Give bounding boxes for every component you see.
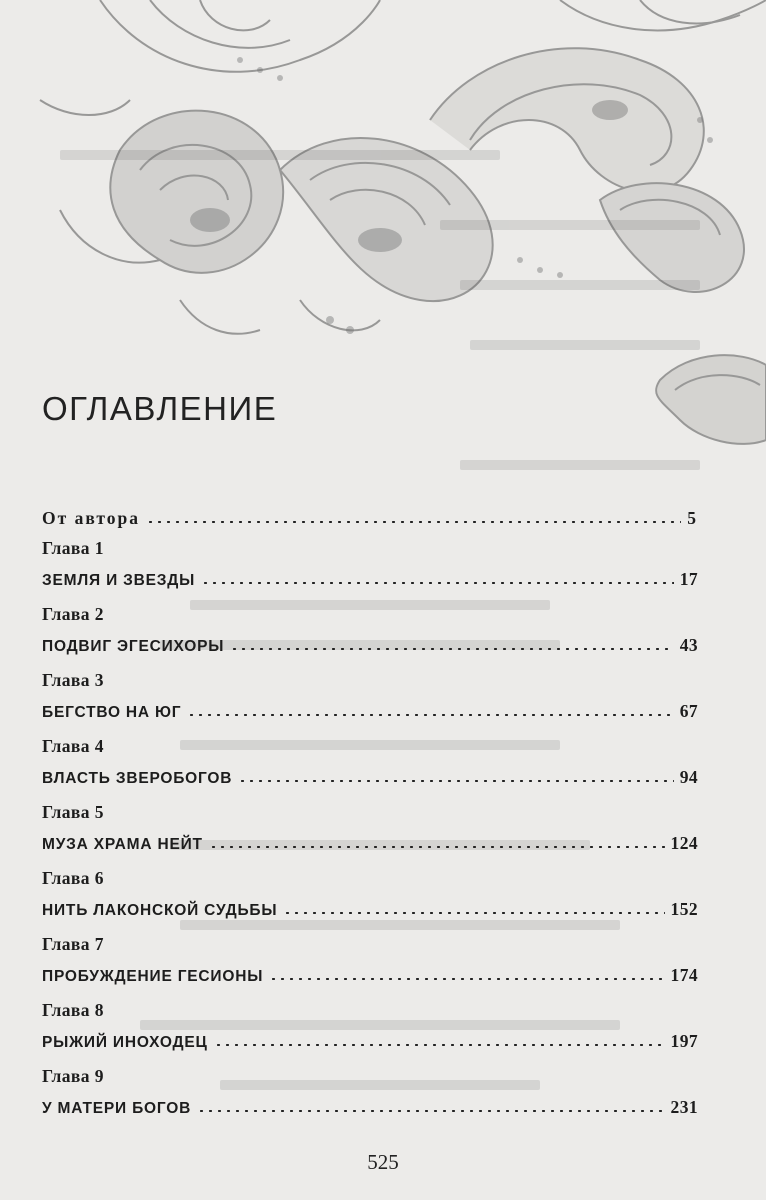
chapter-label: Глава 6 bbox=[42, 868, 104, 888]
chapter-label: Глава 9 bbox=[42, 1066, 104, 1086]
dot-leader bbox=[283, 912, 664, 914]
toc-entry-chapter-1[interactable] bbox=[42, 536, 698, 591]
chapter-label: Глава 5 bbox=[42, 802, 104, 822]
toc-page-number: 67 bbox=[679, 701, 698, 721]
chapter-title: РЫЖИЙ ИНОХОДЕЦ bbox=[42, 1034, 208, 1051]
toc-page-number: 5 bbox=[687, 508, 698, 528]
toc-page-number: 197 bbox=[670, 1031, 698, 1051]
toc-entry-chapter-8[interactable] bbox=[42, 998, 698, 1053]
toc-page-number: 124 bbox=[670, 833, 698, 853]
dot-leader bbox=[187, 714, 673, 716]
toc-page-number: 231 bbox=[670, 1097, 698, 1117]
page-folio-number: 525 bbox=[367, 1150, 399, 1174]
toc-entry-chapter-7[interactable] bbox=[42, 932, 698, 987]
dot-leader bbox=[201, 582, 674, 584]
chapter-label: Глава 2 bbox=[42, 604, 104, 624]
toc-page-number: 43 bbox=[679, 635, 698, 655]
dot-leader bbox=[209, 846, 665, 848]
chapter-label: Глава 4 bbox=[42, 736, 104, 756]
toc-entry-chapter-3[interactable] bbox=[42, 668, 698, 723]
dot-leader bbox=[238, 780, 673, 782]
toc-heading: ОГЛАВЛЕНИЕ bbox=[42, 390, 278, 427]
dot-leader bbox=[230, 648, 673, 650]
toc-page-number: 17 bbox=[679, 569, 698, 589]
toc-entry-intro[interactable] bbox=[42, 506, 698, 530]
toc-page-number: 152 bbox=[670, 899, 698, 919]
toc-entry-chapter-9[interactable] bbox=[42, 1064, 698, 1119]
dot-leader bbox=[214, 1044, 665, 1046]
chapter-title: НИТЬ ЛАКОНСКОЙ СУДЬБЫ bbox=[42, 902, 278, 919]
chapter-title: БЕГСТВО НА ЮГ bbox=[42, 704, 182, 721]
chapter-title: ЗЕМЛЯ И ЗВЕЗДЫ bbox=[42, 572, 196, 589]
chapter-title: МУЗА ХРАМА НЕЙТ bbox=[42, 836, 203, 853]
chapter-label: Глава 7 bbox=[42, 934, 104, 954]
chapter-title: ВЛАСТЬ ЗВЕРОБОГОВ bbox=[42, 770, 233, 787]
toc-entry-chapter-6[interactable] bbox=[42, 866, 698, 921]
chapter-title: ПОДВИГ ЭГЕСИХОРЫ bbox=[42, 638, 225, 655]
toc-page-number: 174 bbox=[670, 965, 698, 985]
chapter-title: У МАТЕРИ БОГОВ bbox=[42, 1100, 192, 1117]
chapter-label: Глава 3 bbox=[42, 670, 104, 690]
chapter-label: Глава 8 bbox=[42, 1000, 104, 1020]
toc-page-number: 94 bbox=[679, 767, 698, 787]
dot-leader bbox=[197, 1110, 664, 1112]
dot-leader bbox=[269, 978, 664, 980]
toc-entry-chapter-4[interactable] bbox=[42, 734, 698, 789]
toc-entry-chapter-5[interactable] bbox=[42, 800, 698, 855]
chapter-label: Глава 1 bbox=[42, 538, 104, 558]
toc-entry-title: От автора bbox=[42, 508, 140, 528]
table-of-contents bbox=[42, 506, 698, 1130]
dot-leader bbox=[146, 521, 681, 523]
toc-entry-chapter-2[interactable] bbox=[42, 602, 698, 657]
chapter-title: ПРОБУЖДЕНИЕ ГЕСИОНЫ bbox=[42, 968, 264, 985]
